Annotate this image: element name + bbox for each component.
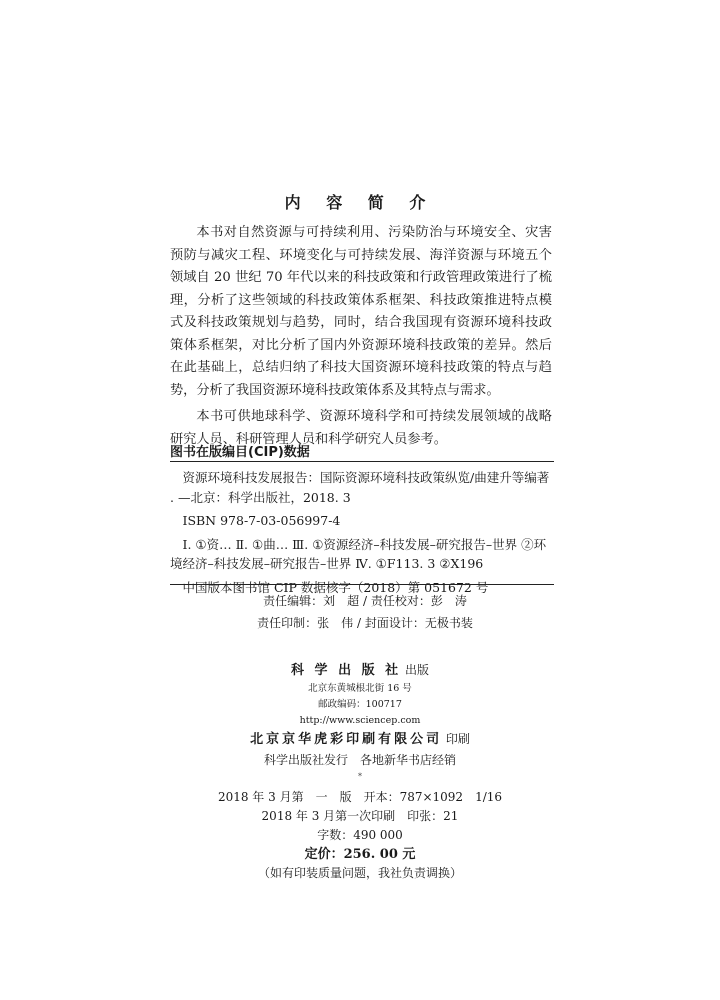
printing-line: 2018 年 3 月第一次印刷 印张：21 bbox=[261, 809, 459, 823]
cip-title: 图书在版编目(CIP)数据 bbox=[170, 445, 310, 460]
publisher-postcode: 邮政编码：100717 bbox=[318, 699, 402, 710]
edition-line: 2018 年 3 月第 一 版 开本：787×1092 1/16 bbox=[217, 790, 503, 804]
separator-mark: * bbox=[358, 772, 362, 781]
summary-title: 内 容 简 介 bbox=[284, 193, 436, 212]
printer-action: 印刷 bbox=[445, 732, 470, 746]
divider bbox=[170, 461, 554, 462]
publisher-url: http://www.sciencep.com bbox=[299, 715, 421, 726]
summary-body bbox=[170, 222, 552, 451]
publisher-info bbox=[0, 660, 720, 784]
distribution: 科学出版社发行 各地新华书店经销 bbox=[263, 753, 456, 767]
credits bbox=[200, 590, 530, 634]
cip-classification: Ⅰ. ①资… Ⅱ. ①曲… Ⅲ. ①资源经济–科技发展–研究报告–世界 ②环境经济–科技发展–研究报告–世界 Ⅳ. ①F113. 3 ②X196 bbox=[170, 536, 547, 571]
printer-name: 北京京华虎彩印刷有限公司 bbox=[250, 732, 443, 747]
cip-record-text: 资源环境科技发展报告：国际资源环境科技政策纵览/曲建升等编著 . —北京：科学出版社，2018. 3 bbox=[170, 470, 550, 505]
edition-specs bbox=[0, 788, 720, 883]
publisher-action: 出版 bbox=[404, 663, 429, 677]
credits-editors: 责任编辑：刘 超 / 责任校对：彭 涛 bbox=[263, 594, 467, 608]
divider bbox=[170, 584, 554, 585]
cip-isbn: ISBN 978-7-03-056997-4 bbox=[182, 513, 341, 528]
summary-paragraph: 本书可供地球科学、资源环境科学和可持续发展领域的战略研究人员、科研管理人员和科学研究人员参考。 bbox=[170, 409, 552, 447]
credits-production: 责任印制：张 伟 / 封面设计：无极书装 bbox=[257, 616, 473, 630]
publisher-name: 科 学 出 版 社 bbox=[291, 663, 402, 678]
summary-paragraph: 本书对自然资源与可持续利用、污染防治与环境安全、灾害预防与减灾工程、环境变化与可持续发展、海洋资源与环境五个领域自 20 世纪 70 年代以来的科技政策和行政管理政策进行了梳理，分析了这些领域的科技政策体系框架、科技政策推进特点模式及科技政策规划与趋势，同时，结合我国现有资源环境科技政策体系框架，对比分析了国内外资源环境科技政策的差异。然后在此基础上，总结归纳了科技大国资源环境科技政策的特点与趋势，分析了我国资源环境科技政策体系及其特点与需求。 bbox=[170, 225, 552, 398]
notice: （如有印装质量问题，我社负责调换） bbox=[257, 866, 462, 880]
cip-number: 中国版本图书馆 CIP 数据核字（2018）第 051672 号 bbox=[182, 579, 489, 595]
word-count: 字数：490 000 bbox=[317, 828, 403, 842]
cip-record bbox=[170, 468, 554, 597]
publisher-address: 北京东黄城根北街 16 号 bbox=[308, 683, 412, 694]
price: 定价：256. 00 元 bbox=[304, 847, 416, 862]
